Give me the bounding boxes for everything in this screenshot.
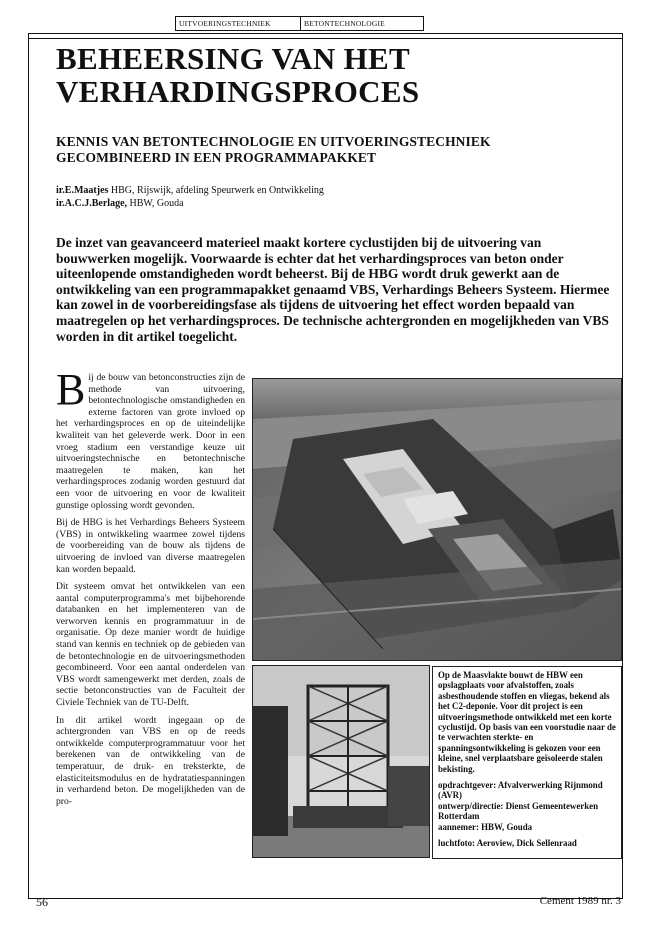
subtitle-line-1: KENNIS VAN BETONTECHNOLOGIE EN UITVOERINGSTECHNIEK <box>56 134 491 149</box>
body-paragraph-1 <box>56 365 245 511</box>
section-tab-uitvoeringstechniek: UITVOERINGSTECHNIEK <box>175 16 301 31</box>
caption-design: ontwerp/directie: Dienst Gemeentewerken Rotterdam <box>438 800 599 822</box>
lead-paragraph: De inzet van geavanceerd materieel maakt kortere cyclustijden bij de uitvoering van bouwwerken mogelijk. Voorwaarde is echter dat het verhardingsproces van beton onder uiteenlopende omstandigheden wordt beheerst. Bij de HBG wordt druk gewerkt aan de ontwikkeling van een programmapakket genaamd VBS, Verhardings Beheers Systeem. Hiermee kan zowel in de voorbereidingsfase als tijdens de uitvoering het effect worden bepaald van maatregelen op het verhardingsproces. De technische achtergronden en mogelijkheden van VBS worden in dit artikel toegelicht. <box>56 235 610 344</box>
author-2-name: ir.A.C.J.Berlage, <box>56 198 128 209</box>
aerial-photo <box>252 378 622 661</box>
article-subtitle <box>56 134 616 166</box>
caption-text: Op de Maasvlakte bouwt de HBW een opslagplaats voor afvalstoffen, zoals asbesthoudende stoffen en vliegas, bekend als het C2-deponie. Voor dit project is een uitvoeringsmethode ontwikkeld met een korte cyclustijd. Op basis van een voorstudie naar de te verwachten sterkte- en spanningsontwikkeling is gekozen voor een kleine, snel verplaatsbare geïsoleerde stalen bekisting. <box>438 670 616 774</box>
subtitle-line-2: GECOMBINEERD IN EEN PROGRAMMAPAKKET <box>56 150 377 165</box>
author-2 <box>56 197 324 210</box>
article-title <box>56 42 616 108</box>
body-paragraph-2: Bij de HBG is het Verhardings Beheers Systeem (VBS) in ontwikkeling waarmee zowel tijdens de voorbereiding van de bouw als tijdens de uitvoering de invloed van diverse maatregelen kan worden bepaald. <box>56 517 245 575</box>
page-number: 56 <box>36 895 48 909</box>
title-line-2: VERHARDINGSPROCES <box>56 74 420 109</box>
caption-contractor: aannemer: HBW, Gouda <box>438 821 533 832</box>
magazine-issue: Cement 1989 nr. 3 <box>539 895 621 907</box>
top-rule <box>28 38 623 39</box>
section-tab-betontechnologie: BETONTECHNOLOGIE <box>301 16 424 31</box>
caption-credits <box>438 780 616 832</box>
author-list <box>56 184 324 210</box>
body-paragraph-3: Dit systeem omvat het ontwikkelen van een aantal computerprogramma's met bijbehorende databanken en het implementeren van de verworven kennis en programmatuur in de organisatie. Op deze manier wordt de huidige stand van kennis en techniek op de gebieden van de betontechnologie en de uitvoeringsmethoden gecombineerd. Voor een aantal onderdelen van VBS wordt samengewerkt met derden, zoals de sectie betonconstructies van de Faculteit der Civiele Techniek van de TU-Delft. <box>56 581 245 709</box>
body-paragraph-1-text: ij de bouw van betonconstructies zijn de methode van uitvoering, betontechnologische omstandigheden en externe factoren van grote invloed op het verhardingsproces en op de uiteindelijke kwaliteit van het geleverde werk. Door in een vroeg stadium een verstandige keuze uit uitvoeringstechnische en betontechnische maatregelen te maken, kan het verhardingsproces zodanig worden gestuurd dat een voor de uitvoering en voor de kwaliteit gunstige oplossing wordt gevonden. <box>56 372 245 511</box>
section-tabs <box>175 16 424 31</box>
body-column <box>56 365 245 813</box>
formwork-photo-image <box>253 666 430 858</box>
aerial-photo-image <box>253 379 622 661</box>
author-1-affiliation: HBG, Rijswijk, afdeling Speurwerk en Ontwikkeling <box>108 185 324 196</box>
photo-caption <box>432 666 622 859</box>
drop-cap: B <box>56 365 86 414</box>
author-1-name: ir.E.Maatjes <box>56 185 109 196</box>
caption-photo-credit: luchtfoto: Aeroview, Dick Sellenraad <box>438 838 577 849</box>
title-line-1: BEHEERSING VAN HET <box>56 41 410 76</box>
author-2-affiliation: HBW, Gouda <box>127 198 184 209</box>
formwork-photo <box>252 665 430 858</box>
caption-client: opdrachtgever: Afvalverwerking Rijnmond (AVR) <box>438 780 603 801</box>
body-paragraph-4: In dit artikel wordt ingegaan op de achtergronden van VBS en op de reeds ontwikkelde computerprogrammatuur voor het berekenen van de ontwikkeling van de temperatuur, de druk- en treksterkte, de elasticiteitsmodulus en de hydratatiespanningen in verhardend beton. De mogelijkheden van de pro- <box>56 714 245 807</box>
author-1 <box>56 184 324 197</box>
